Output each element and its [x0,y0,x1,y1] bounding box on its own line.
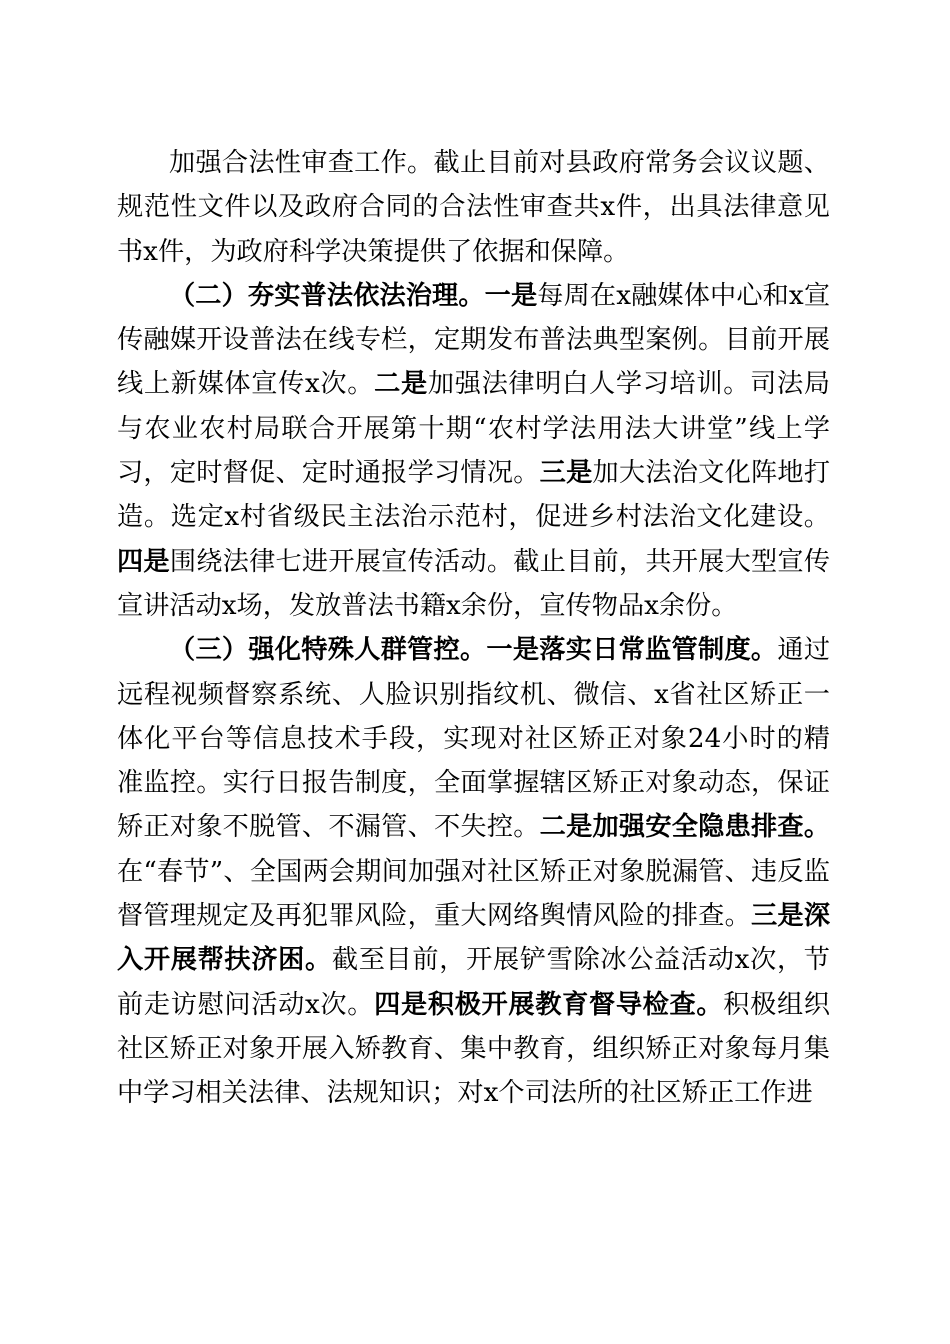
section-heading: （二）夯实普法依法治理。 [169,279,485,311]
text-segment: 截至目前，开展铲雪除冰公益活动x次，节前走访慰问活动x次。 [117,945,830,1020]
point-label: 四是 [117,545,170,577]
point-label: 一是落实日常监管制度。 [486,634,778,666]
point-label: 二是加强安全隐患排查。 [539,811,831,843]
text-segment: 在“春节”、全国两会期间加强对社区矫正对象脱漏管、违反监督管理规定及再犯罪风险，重大网络舆情风险的排查。 [117,856,830,932]
point-label: 三是 [539,457,593,489]
paragraph-legality-review [117,141,830,274]
text-segment: 加大法治文化阵地打造。选定x村省级民主法治示范村，促进乡村法治文化建设。 [117,458,831,533]
paragraph-law-popularization [117,274,830,628]
text-segment: 加强合法性审查工作。截止目前对县政府常务会议议题、规范性文件以及政府合同的合法性审查共x件，出具法律意见书x件，为政府科学决策提供了依据和保障。 [117,148,830,267]
paragraph-special-groups [117,628,830,1115]
point-label: 四是积极开展教育督导检查。 [374,988,724,1020]
point-label: 一是 [484,279,538,311]
text-segment: 通过远程视频督察系统、人脸识别指纹机、微信、x省社区矫正一体化平台等信息技术手段，实现对社区矫正对象24小时的精准监控。实行日报告制度，全面掌握辖区矫正对象动态，保证矫正对象不脱管、不漏管、不失控。 [117,635,831,843]
text-segment: 积极组织社区矫正对象开展入矫教育、集中教育，组织矫正对象每月集中学习相关法律、法规知识；对x个司法所的社区矫正工作进 [117,989,831,1109]
text-segment: 每周在x融媒体中心和x宣传融媒开设普法在线专栏，定期发布普法典型案例。目前开展线上新媒体宣传x次。 [117,280,831,400]
point-label: 二是 [374,368,428,400]
text-segment: 加强法律明白人学习培训。司法局与农业农村局联合开展第十期“农村学法用法大讲堂”线上学习，定时督促、定时通报学习情况。 [117,369,831,489]
document-page [117,141,830,1116]
point-label: 三是深入开展帮扶济困。 [117,900,831,976]
section-heading: （三）强化特殊人群管控。 [169,634,487,666]
text-segment: 围绕法律七进开展宣传活动。截止目前，共开展大型宣传宣讲活动x场，发放普法书籍x余份，宣传物品x余份。 [117,546,831,621]
